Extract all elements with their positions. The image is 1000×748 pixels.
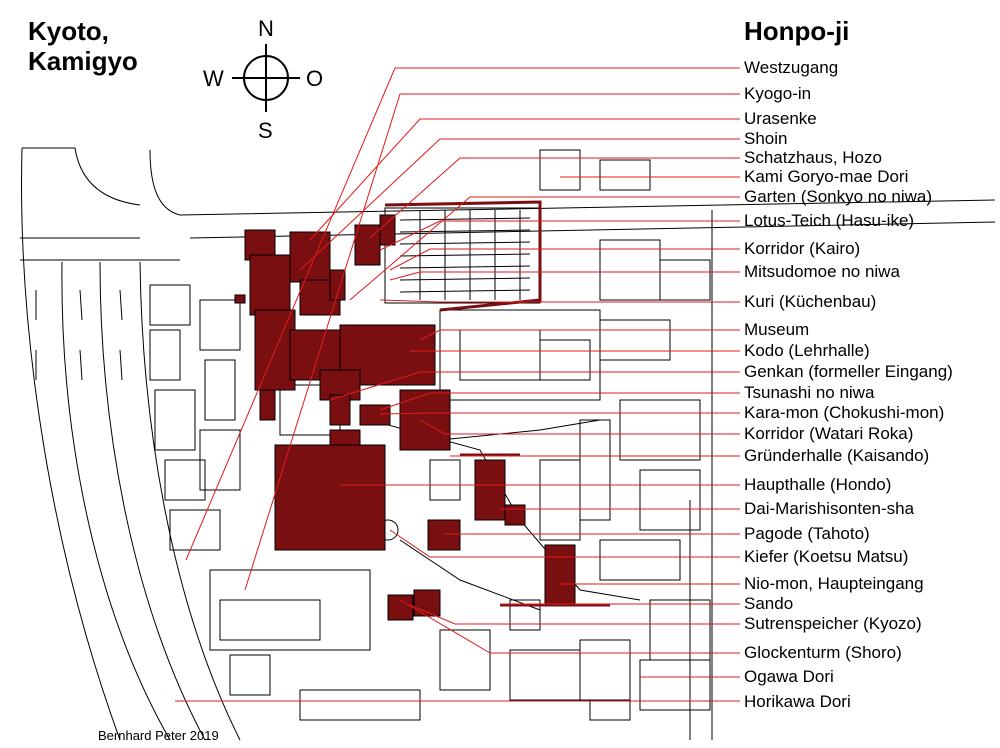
label-haupthalle: Haupthalle (Hondo) (744, 475, 892, 494)
label-shoin: Shoin (744, 129, 788, 148)
compass-rose (203, 16, 323, 143)
label-dai-marishisonten: Dai-Marishisonten-sha (744, 499, 915, 518)
label-garten: Garten (Sonkyo no niwa) (744, 187, 933, 206)
leader-line (370, 158, 740, 238)
compass-north: N (258, 16, 274, 41)
leader-line (390, 272, 740, 280)
label-korridor-kairo: Korridor (Kairo) (744, 239, 861, 258)
compass-south: S (258, 118, 273, 143)
label-glockenturm: Glockenturm (Shoro) (744, 643, 902, 662)
label-kami-goryo: Kami Goryo-mae Dori (744, 167, 909, 186)
label-schatzhaus: Schatzhaus, Hozo (744, 148, 882, 167)
label-museum: Museum (744, 320, 810, 339)
label-nio-mon: Nio-mon, Haupteingang (744, 574, 924, 593)
compass-west: W (203, 66, 224, 91)
label-horikawa-dori: Horikawa Dori (744, 692, 851, 711)
label-urasenke: Urasenke (744, 109, 817, 128)
leader-line (420, 330, 740, 340)
label-kyogo-in: Kyogo-in (744, 84, 812, 103)
label-korridor-watari: Korridor (Watari Roka) (744, 424, 914, 443)
map-title-right: Honpo-ji (744, 16, 850, 46)
label-kuri: Kuri (Küchenbau) (744, 292, 877, 311)
leader-line (310, 119, 740, 240)
label-westzugang: Westzugang (744, 58, 839, 77)
legend-labels (744, 0, 1000, 748)
label-sando: Sando (744, 594, 794, 613)
map-title-left: Kyoto, Kamigyo (28, 16, 138, 76)
label-lotus-teich: Lotus-Teich (Hasu-ike) (744, 211, 915, 230)
label-mitsudomoe: Mitsudomoe no niwa (744, 262, 900, 281)
label-kiefer: Kiefer (Koetsu Matsu) (744, 547, 909, 566)
label-sutrenspeicher: Sutrenspeicher (Kyozo) (744, 614, 922, 633)
leader-line (380, 221, 740, 250)
label-pagode: Pagode (Tahoto) (744, 524, 870, 543)
label-genkan: Genkan (formeller Eingang) (744, 362, 953, 381)
compass-east: O (306, 66, 324, 91)
credit-text: Bernhard Peter 2019 (98, 728, 219, 743)
label-tsunashi: Tsunashi no niwa (744, 383, 875, 402)
label-kodo: Kodo (Lehrhalle) (744, 341, 870, 360)
label-gruenderhalle: Gründerhalle (Kaisando) (744, 446, 930, 465)
label-kara-mon: Kara-mon (Chokushi-mon) (744, 403, 945, 422)
leader-line (400, 600, 740, 653)
label-ogawa-dori: Ogawa Dori (744, 667, 834, 686)
